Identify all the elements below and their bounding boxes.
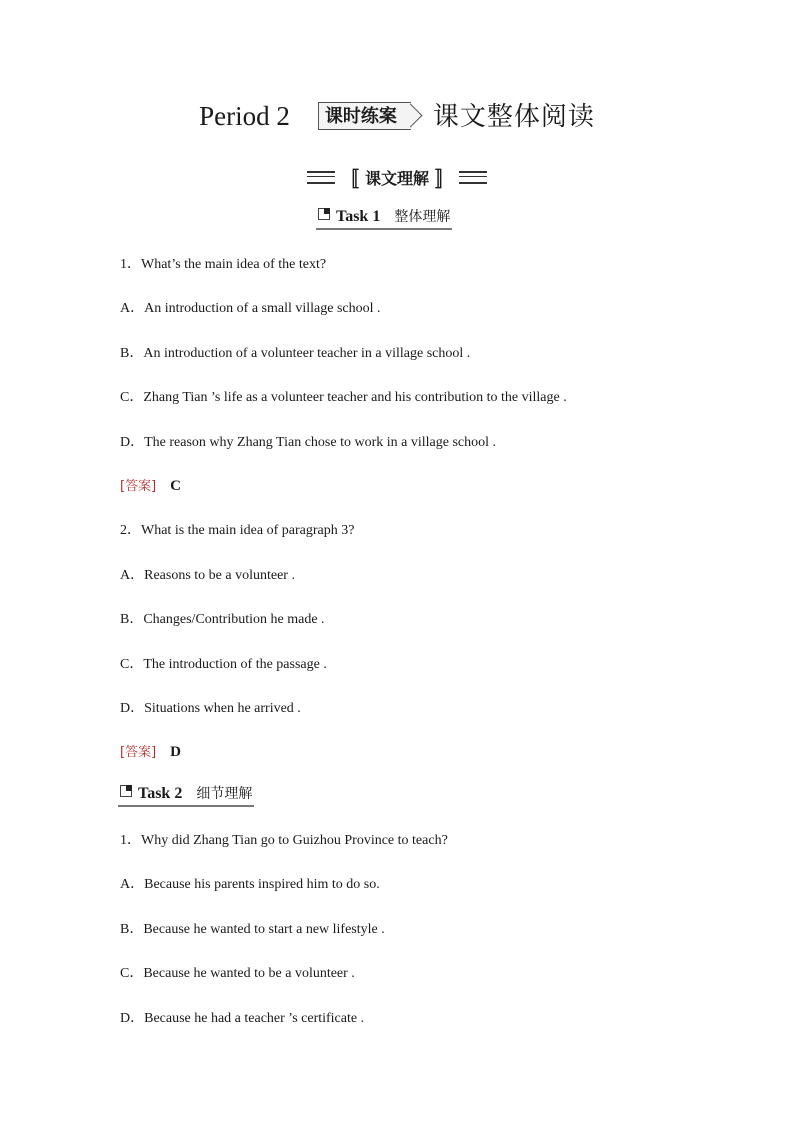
answer-value: D [170, 744, 181, 760]
page-title [0, 96, 794, 133]
option: D．Situations when he arrived . [120, 701, 301, 716]
lesson-tag: 课时练案 [318, 102, 411, 130]
task2-heading [118, 783, 254, 807]
left-bracket: 〚 [338, 167, 359, 191]
option: C．Because he wanted to be a volunteer . [120, 966, 355, 981]
answer-value: C [170, 478, 181, 494]
option: A．Because his parents inspired him to do so. [120, 877, 380, 892]
option: B．An introduction of a volunteer teacher in a village school . [120, 346, 471, 361]
option: B．Changes/Contribution he made . [120, 612, 325, 627]
answer-mark: [答案] [120, 745, 157, 760]
task1-cn-title: 整体理解 [394, 209, 451, 225]
option: D．The reason why Zhang Tian chose to work in a village school . [120, 435, 496, 450]
task-box-icon [120, 785, 132, 797]
option: C．Zhang Tian ’s life as a volunteer teacher and his contribution to the village . [120, 390, 567, 405]
task2-cn-title: 细节理解 [196, 786, 253, 802]
period-label: Period 2 [199, 101, 290, 131]
decorative-lines-left [307, 171, 335, 184]
section-title: 课文理解 [364, 169, 429, 188]
option: B．Because he wanted to start a new lifestyle . [120, 922, 385, 937]
task2-label: Task 2 [138, 785, 183, 802]
task1-heading [316, 206, 452, 230]
option: C．The introduction of the passage . [120, 657, 327, 672]
task-box-icon [318, 208, 330, 220]
answer-line [120, 741, 181, 761]
option: D．Because he had a teacher ’s certificate . [120, 1011, 365, 1026]
decorative-lines-right [459, 171, 487, 184]
right-bracket: 〛 [435, 167, 455, 191]
answer-line [120, 475, 181, 495]
question: 1．What’s the main idea of the text? [120, 257, 327, 272]
question: 1．Why did Zhang Tian go to Guizhou Province to teach? [120, 833, 448, 848]
answer-mark: [答案] [120, 479, 157, 494]
page-subtitle: 课文整体阅读 [432, 102, 595, 132]
option: A．Reasons to be a volunteer . [120, 568, 295, 583]
option: A．An introduction of a small village school . [120, 301, 381, 316]
question: 2．What is the main idea of paragraph 3? [120, 523, 355, 538]
section-heading [0, 163, 794, 192]
task1-label: Task 1 [336, 208, 381, 225]
